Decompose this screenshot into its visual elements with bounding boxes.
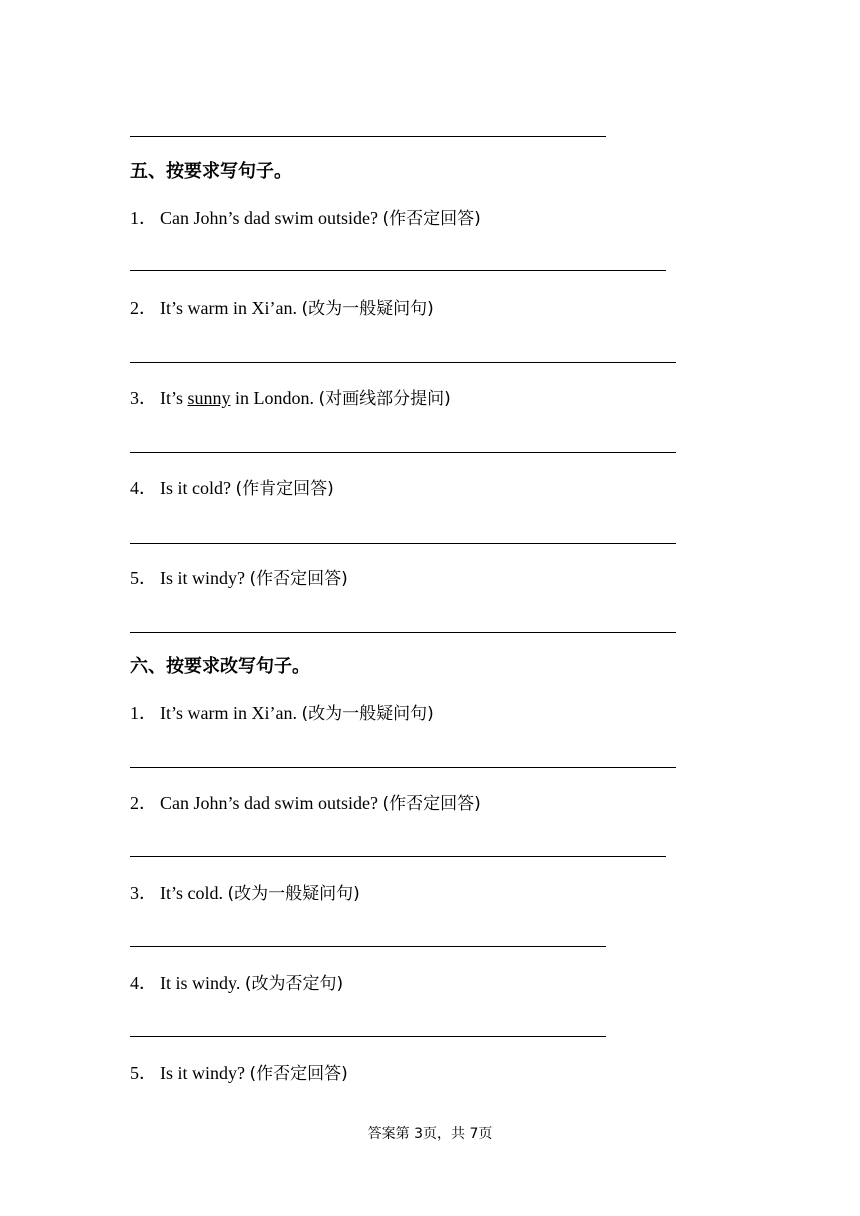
question-text: It is windy. xyxy=(160,973,241,993)
answer-line xyxy=(130,856,666,857)
question-item xyxy=(130,206,481,231)
question-instruction: (作肯定回答) xyxy=(235,479,334,499)
question-text: Can John’s dad swim outside? xyxy=(160,793,378,813)
section-heading: 五、按要求写句子。 xyxy=(130,161,292,182)
answer-line xyxy=(130,452,676,453)
question-text: Is it windy? xyxy=(160,1063,245,1083)
question-item xyxy=(130,476,334,501)
question-item xyxy=(130,566,348,591)
question-instruction: (改为一般疑问句) xyxy=(301,704,434,724)
question-instruction: (对画线部分提问) xyxy=(318,389,451,409)
section-heading: 六、按要求改写句子。 xyxy=(130,656,310,677)
answer-line xyxy=(130,767,676,768)
question-text: Is it windy? xyxy=(160,568,245,588)
question-number: 1． xyxy=(130,703,157,723)
question-instruction: (作否定回答) xyxy=(249,1064,348,1084)
question-item xyxy=(130,881,360,906)
question-number: 2． xyxy=(130,793,157,813)
page-footer: 答案第 3页，共 7页 xyxy=(367,1126,493,1142)
underlined-word: sunny xyxy=(187,388,231,408)
question-item xyxy=(130,701,434,726)
question-instruction: (改为否定句) xyxy=(244,974,344,994)
question-item xyxy=(130,1061,348,1086)
question-item xyxy=(130,791,481,816)
question-number: 3． xyxy=(130,388,157,408)
question-number: 1． xyxy=(130,208,157,228)
question-number: 5． xyxy=(130,1063,157,1083)
answer-line xyxy=(130,136,606,137)
answer-line xyxy=(130,1036,606,1037)
question-number: 3． xyxy=(130,883,157,903)
question-instruction: (改为一般疑问句) xyxy=(227,884,360,904)
question-text: Is it cold? xyxy=(160,478,231,498)
answer-line xyxy=(130,632,676,633)
question-item xyxy=(130,386,451,411)
question-instruction: (作否定回答) xyxy=(249,569,348,589)
question-instruction: (改为一般疑问句) xyxy=(301,299,434,319)
question-instruction: (作否定回答) xyxy=(382,209,481,229)
question-text: It’s warm in Xi’an. xyxy=(160,298,297,318)
answer-line xyxy=(130,270,666,271)
question-text-pre: It’s xyxy=(160,388,188,408)
question-item xyxy=(130,971,343,996)
question-number: 4． xyxy=(130,478,157,498)
question-number: 4． xyxy=(130,973,157,993)
question-item xyxy=(130,296,434,321)
answer-line xyxy=(130,543,676,544)
question-text: Can John’s dad swim outside? xyxy=(160,208,378,228)
answer-line xyxy=(130,362,676,363)
question-text: It’s warm in Xi’an. xyxy=(160,703,297,723)
answer-line xyxy=(130,946,606,947)
question-instruction: (作否定回答) xyxy=(382,794,481,814)
question-number: 2． xyxy=(130,298,157,318)
question-number: 5． xyxy=(130,568,157,588)
question-text: It’s cold. xyxy=(160,883,223,903)
question-text-post: in London. xyxy=(230,388,315,408)
